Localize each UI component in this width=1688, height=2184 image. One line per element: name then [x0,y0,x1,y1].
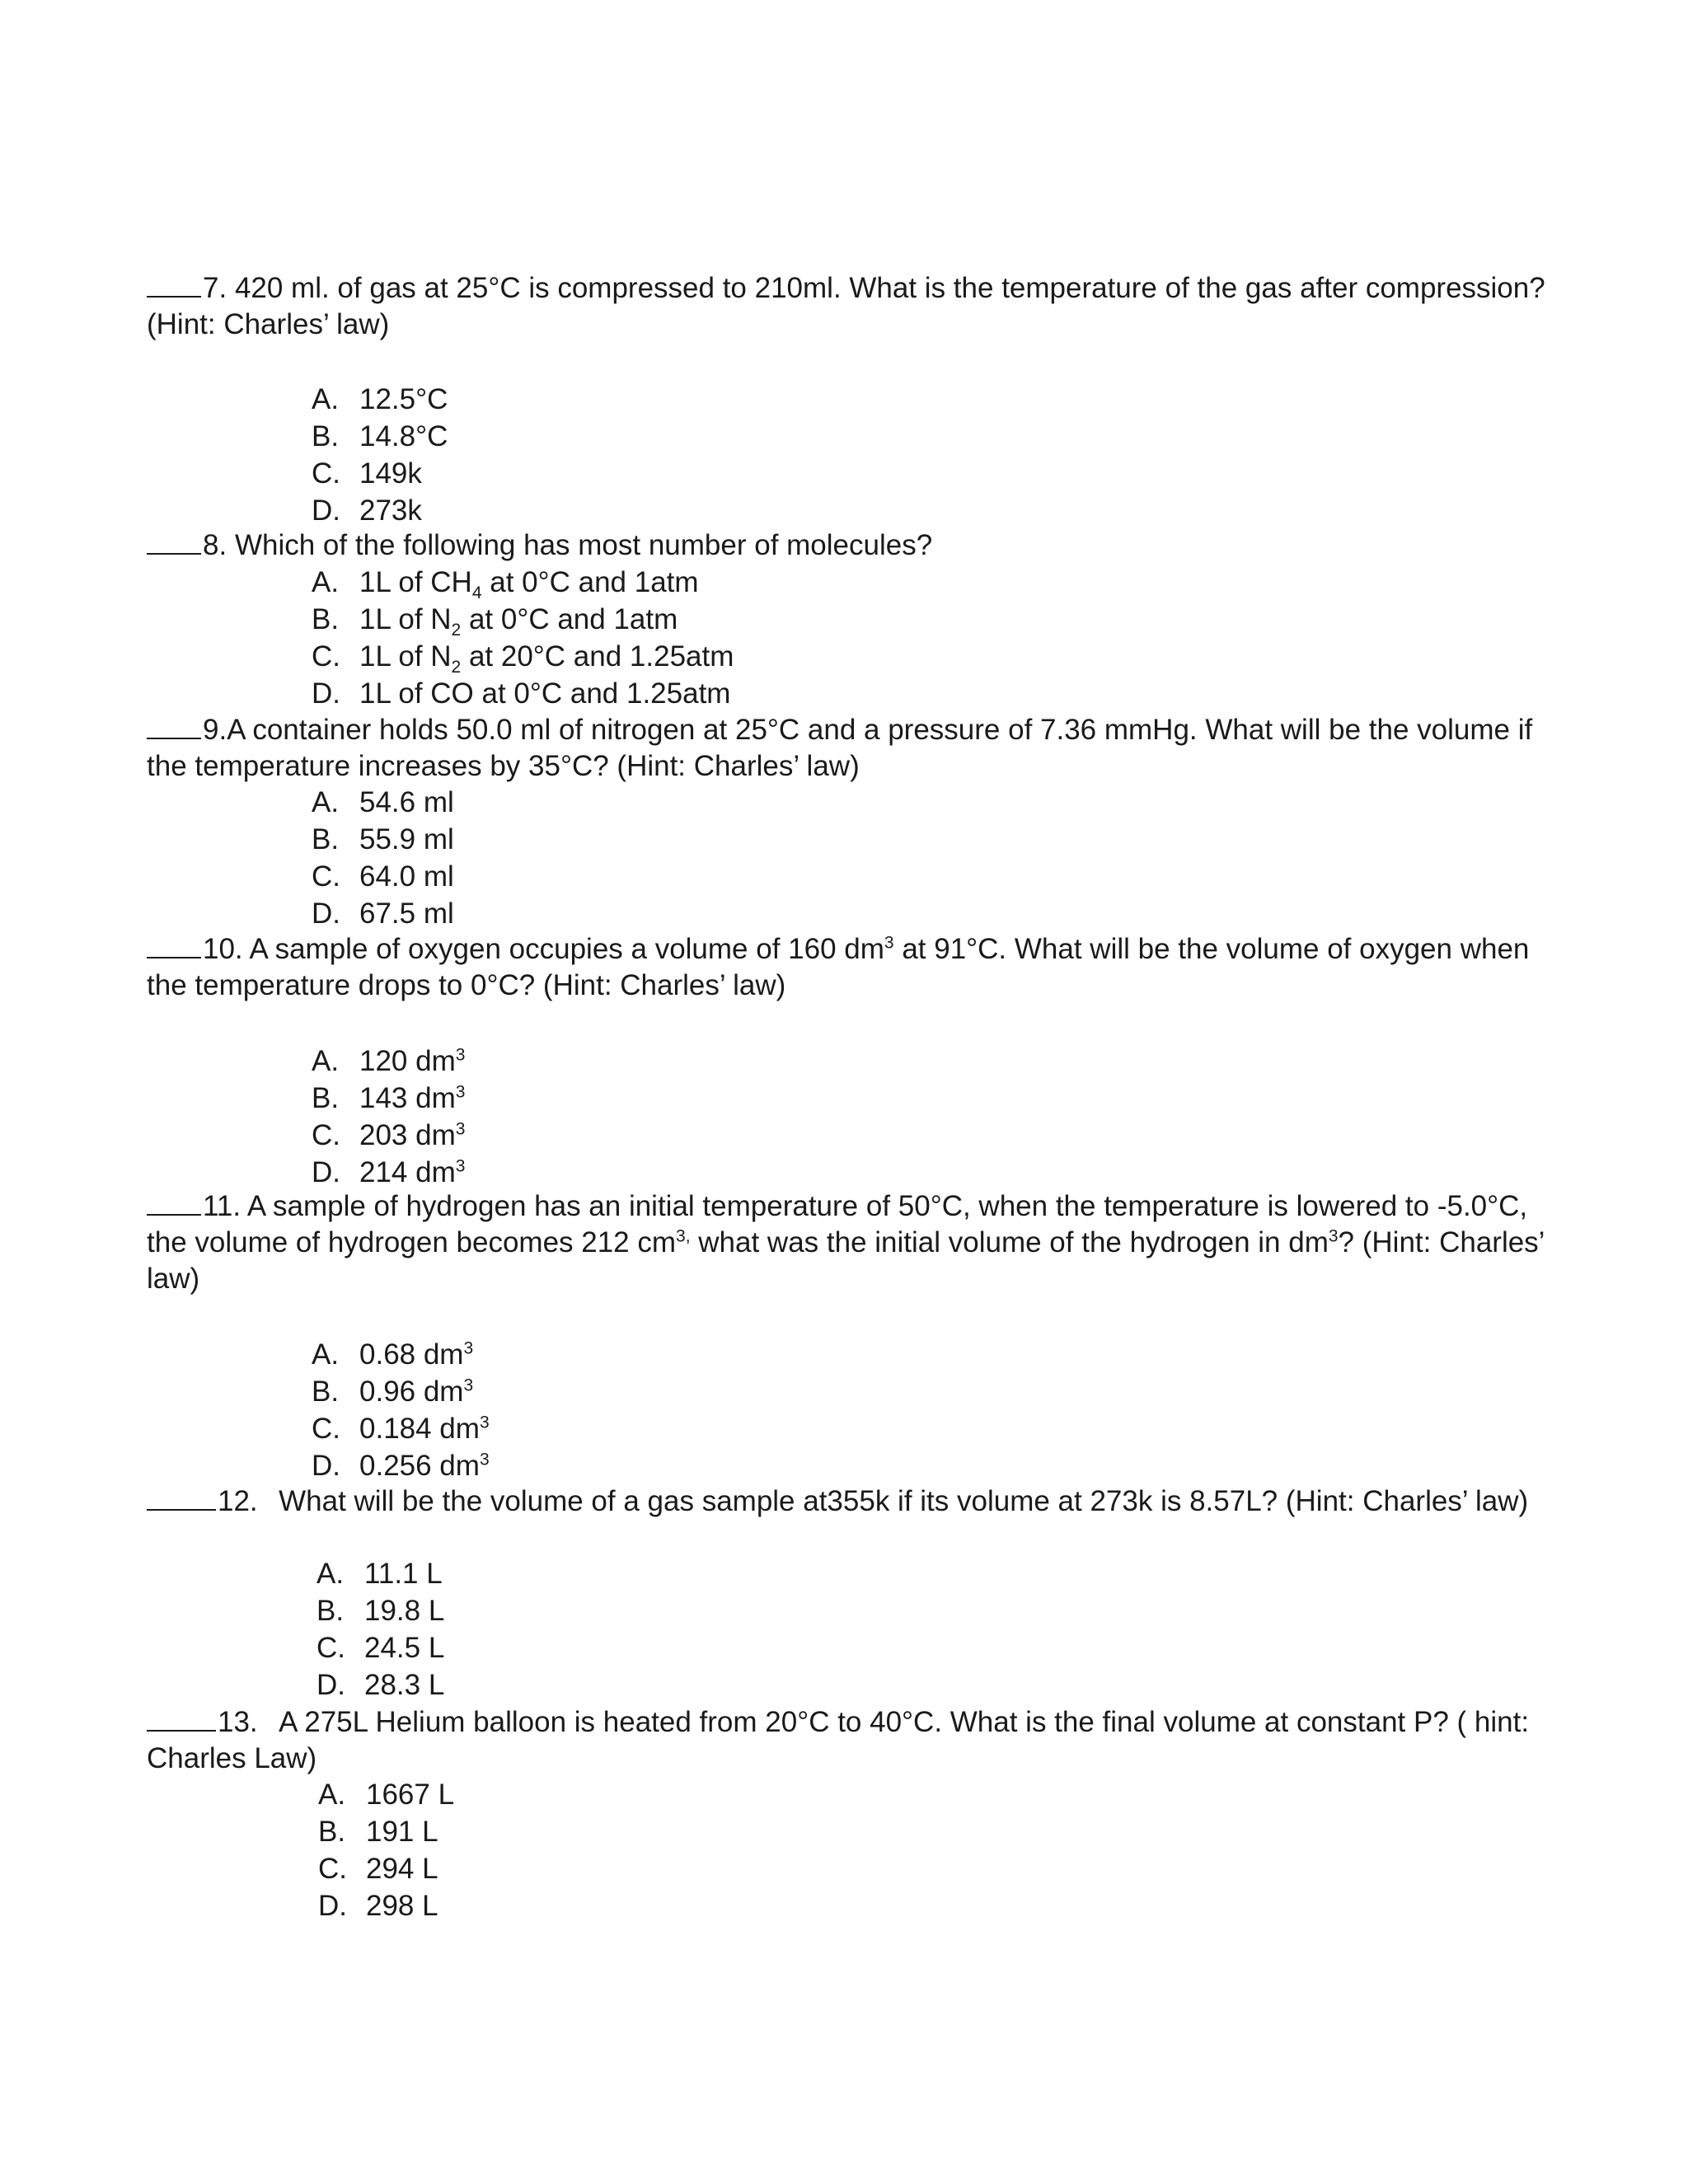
answer-blank[interactable] [147,273,201,298]
options-12 [316,1556,444,1704]
question-text: 420 ml. of gas at 25°C is compressed to 210ml. What is the temperature of the gas after compression? (Hint: Charles’ law) [147,272,1545,340]
option-d[interactable]: D. 0.256 $dm^3$ [312,1450,490,1482]
answer-blank[interactable] [147,934,201,958]
answer-blank[interactable] [147,1707,216,1732]
option-b[interactable]: B. 0.96 $dm^3$ [312,1376,474,1408]
question-text: Which of the following has most number of molecules? [234,529,933,561]
question-8 [147,527,1548,564]
option-c[interactable]: C. 64.0 ml [312,860,454,893]
question-number: 12. [218,1485,258,1517]
question-text: A 275L Helium balloon is heated from 20°C to 40°C. What is the final volume at constant P? ( hint: Charles Law) [147,1706,1530,1774]
option-a[interactable]: A. 120 $dm^3$ [312,1045,466,1077]
option-a[interactable]: A. 12.5°C [312,383,448,415]
option-d[interactable]: D. 273k [312,494,422,527]
option-d[interactable]: D. 298 L [318,1890,438,1922]
question-number: 13. [218,1706,258,1738]
option-a[interactable]: A. 54.6 ml [312,786,454,818]
answer-blank[interactable] [147,1486,216,1511]
answer-blank[interactable] [147,530,201,555]
option-d[interactable]: D. 214 $dm^3$ [312,1156,466,1188]
question-7 [147,270,1548,343]
option-b[interactable]: B. 55.9 ml [312,823,454,855]
option-b[interactable]: B. 1L of $N_2$ at 0°C and 1atm [312,603,678,640]
option-a[interactable]: A. 1L of $CH_4$ at 0°C and 1atm [312,566,699,602]
option-b[interactable]: B. 191 L [318,1816,438,1848]
option-c[interactable]: C. 1L of $N_2$ at 20°C and 1.25atm [312,640,734,677]
options-13 [318,1777,454,1925]
question-text: What will be the volume of a gas sample at355k if its volume at 273k is 8.57L? (Hint: Charles’ law) [279,1485,1529,1517]
question-text-c: ? (Hint: Charles’ law) [147,1226,1545,1295]
question-text-a: A sample of hydrogen has an initial temperature of 50°C, when the temperature is lowered to -5.0°C, the volume of hydrogen becomes 212 cm [147,1190,1528,1258]
option-d[interactable]: D. 67.5 ml [312,898,454,930]
question-11: 11. A sample of hydrogen has an initial temperature of 50°C, when the temperature is lowered to -5.0°C, the volume of hydrogen becomes 212 $cm^{3,}$ what was the initial volume of the hydrogen in $dm^3$? (Hint: Charles’ law) [147,1190,1545,1295]
answer-blank[interactable] [147,715,201,739]
option-c[interactable]: C. 149k [312,457,422,490]
question-number: 7. [203,272,227,304]
option-c[interactable]: C. 203 $dm^3$ [312,1119,466,1151]
question-number: 11. [203,1190,241,1222]
question-10: 10. A sample of oxygen occupies a volume of 160 $dm^3$ at 91°C. What will be the volume of oxygen when the temperature drops to 0°C? (Hint: Charles’ law) [147,933,1530,1001]
answer-blank[interactable] [147,1191,201,1216]
option-d[interactable]: D. 28.3 L [316,1669,445,1701]
options-11 [312,1337,490,1485]
option-a[interactable]: A. 0.68 $dm^3$ [312,1338,474,1371]
option-b[interactable]: B. 14.8°C [312,420,448,452]
question-number: 10. [203,933,243,965]
options-10 [312,1043,465,1192]
option-d[interactable]: D. 1L of CO at 0°C and 1.25atm [312,677,731,710]
options-8 [312,565,734,713]
question-9 [147,712,1548,785]
question-number: 9. [203,714,227,746]
question-number: 8. [203,529,227,561]
option-a[interactable]: A. 1667 L [318,1779,455,1811]
option-c[interactable]: C. 0.184 $dm^3$ [312,1413,490,1445]
option-c[interactable]: C. 294 L [318,1853,438,1885]
question-text-start: A sample of oxygen occupies a volume of 160 dm [249,933,884,965]
options-7 [312,382,448,530]
question-12 [147,1483,1548,1520]
question-13 [147,1704,1548,1777]
question-text: A container holds 50.0 ml of nitrogen at 25°C and a pressure of 7.36 mmHg. What will be the volume if the temperature increases by 35°C? (Hint: Charles’ law) [147,714,1533,782]
question-text-end: at 91°C. What will be the volume of oxygen when the temperature drops to 0°C? (Hint: Charles’ law) [147,933,1530,1001]
option-b[interactable]: B. 19.8 L [316,1595,445,1627]
option-a[interactable]: A. 11.1 L [316,1558,443,1590]
option-b[interactable]: B. 143 $dm^3$ [312,1082,466,1114]
question-text-b: what was the initial volume of the hydrogen in dm [690,1226,1329,1258]
options-9 [312,785,454,933]
option-c[interactable]: C. 24.5 L [316,1632,445,1664]
